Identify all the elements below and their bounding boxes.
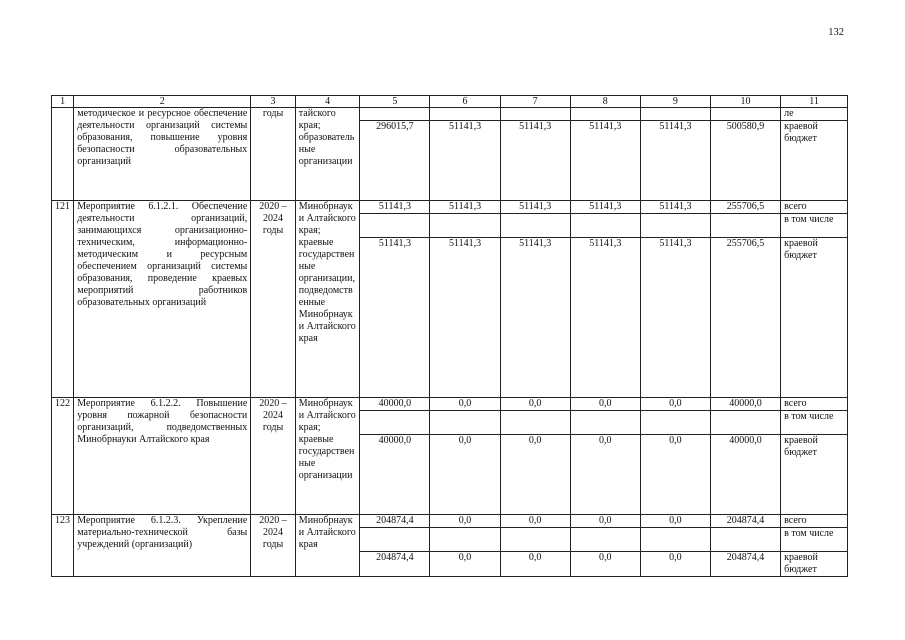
page-number: 132	[828, 27, 844, 38]
row-number-cell: 121	[52, 201, 74, 398]
header-cell: 7	[500, 96, 570, 108]
value-cell: 204874,4	[360, 552, 430, 577]
value-cell: 0,0	[570, 435, 640, 515]
funding-source-cell: ле	[781, 108, 848, 121]
value-cell: 0,0	[640, 552, 710, 577]
funding-source-cell: всего	[781, 201, 848, 214]
value-cell	[500, 108, 570, 121]
value-cell: 51141,3	[500, 201, 570, 214]
value-cell: 51141,3	[640, 238, 710, 398]
value-cell: 51141,3	[430, 201, 500, 214]
value-cell: 0,0	[500, 515, 570, 528]
funding-source-cell: краевой бюджет	[781, 435, 848, 515]
funding-source-cell: краевой бюджет	[781, 121, 848, 201]
value-cell: 0,0	[430, 435, 500, 515]
value-cell	[430, 411, 500, 435]
value-cell: 255706,5	[710, 201, 780, 214]
event-name-cell: Мероприятие 6.1.2.3. Укрепление материально-технической базы учреждений (организаций)	[74, 515, 251, 577]
value-cell	[500, 528, 570, 552]
value-cell	[360, 108, 430, 121]
value-cell: 0,0	[640, 398, 710, 411]
value-cell	[710, 528, 780, 552]
header-cell: 5	[360, 96, 430, 108]
value-cell: 51141,3	[360, 201, 430, 214]
value-cell	[500, 214, 570, 238]
table-header-row	[52, 96, 848, 108]
header-cell: 8	[570, 96, 640, 108]
value-cell	[360, 528, 430, 552]
funding-source-cell: в том числе	[781, 528, 848, 552]
value-cell	[640, 108, 710, 121]
value-cell: 40000,0	[360, 398, 430, 411]
value-cell: 0,0	[640, 515, 710, 528]
header-cell: 9	[640, 96, 710, 108]
value-cell: 40000,0	[710, 435, 780, 515]
value-cell: 51141,3	[500, 121, 570, 201]
funding-source-cell: всего	[781, 398, 848, 411]
row-number-cell: 122	[52, 398, 74, 515]
value-cell: 0,0	[570, 515, 640, 528]
value-cell	[570, 108, 640, 121]
header-cell: 10	[710, 96, 780, 108]
period-cell: 2020 – 2024 годы	[251, 398, 296, 515]
header-cell: 4	[295, 96, 360, 108]
value-cell	[710, 108, 780, 121]
value-cell	[500, 411, 570, 435]
value-cell	[570, 528, 640, 552]
table-row	[52, 201, 848, 214]
executor-cell: Минобрнауки Алтайского края; краевые государственные организации, подведомственные Минобрнауки Алтайского края	[295, 201, 360, 398]
header-cell: 11	[781, 96, 848, 108]
funding-source-cell: в том числе	[781, 214, 848, 238]
row-number-cell	[52, 108, 74, 201]
period-cell: годы	[251, 108, 296, 201]
value-cell	[640, 411, 710, 435]
value-cell: 51141,3	[430, 238, 500, 398]
value-cell: 204874,4	[360, 515, 430, 528]
value-cell	[430, 214, 500, 238]
table-row	[52, 398, 848, 411]
header-cell: 3	[251, 96, 296, 108]
table-row	[52, 108, 848, 121]
budget-table	[51, 95, 848, 577]
event-name-cell: Мероприятие 6.1.2.1. Обеспечение деятельности организаций, занимающихся организационно-техническим, информационно-методическим и ресурсным обеспечением организаций системы образования, проведение краевых мероприятий работников образовательных организаций	[74, 201, 251, 398]
event-name-cell: Мероприятие 6.1.2.2. Повышение уровня пожарной безопасности организаций, подведомственных Минобрнауки Алтайского края	[74, 398, 251, 515]
value-cell: 0,0	[430, 398, 500, 411]
header-cell: 1	[52, 96, 74, 108]
value-cell: 0,0	[640, 435, 710, 515]
value-cell	[570, 411, 640, 435]
funding-source-cell: краевой бюджет	[781, 552, 848, 577]
value-cell: 51141,3	[640, 201, 710, 214]
value-cell: 204874,4	[710, 552, 780, 577]
value-cell	[430, 108, 500, 121]
value-cell	[360, 411, 430, 435]
value-cell: 0,0	[500, 398, 570, 411]
value-cell: 500580,9	[710, 121, 780, 201]
value-cell: 0,0	[570, 552, 640, 577]
value-cell: 40000,0	[360, 435, 430, 515]
value-cell: 296015,7	[360, 121, 430, 201]
value-cell: 51141,3	[570, 238, 640, 398]
value-cell: 0,0	[570, 398, 640, 411]
value-cell: 51141,3	[640, 121, 710, 201]
value-cell	[570, 214, 640, 238]
value-cell: 51141,3	[360, 238, 430, 398]
value-cell: 40000,0	[710, 398, 780, 411]
event-name-cell: методическое и ресурсное обеспечение деятельности организаций системы образования, повышение уровня безопасности образовательных организаций	[74, 108, 251, 201]
value-cell	[710, 411, 780, 435]
funding-source-cell: всего	[781, 515, 848, 528]
funding-source-cell: краевой бюджет	[781, 238, 848, 398]
funding-source-cell: в том числе	[781, 411, 848, 435]
value-cell	[710, 214, 780, 238]
value-cell	[640, 214, 710, 238]
value-cell: 0,0	[500, 435, 570, 515]
value-cell: 255706,5	[710, 238, 780, 398]
value-cell: 204874,4	[710, 515, 780, 528]
executor-cell: Минобрнауки Алтайского края; краевые государственные организации	[295, 398, 360, 515]
value-cell: 51141,3	[430, 121, 500, 201]
value-cell: 0,0	[500, 552, 570, 577]
row-number-cell: 123	[52, 515, 74, 577]
value-cell: 0,0	[430, 552, 500, 577]
value-cell	[430, 528, 500, 552]
value-cell: 51141,3	[570, 201, 640, 214]
value-cell: 51141,3	[570, 121, 640, 201]
period-cell: 2020 – 2024 годы	[251, 515, 296, 577]
header-cell: 6	[430, 96, 500, 108]
value-cell	[640, 528, 710, 552]
header-cell: 2	[74, 96, 251, 108]
table-row	[52, 515, 848, 528]
executor-cell: Минобрнауки Алтайского края	[295, 515, 360, 577]
executor-cell: тайского края; образовательные организации	[295, 108, 360, 201]
value-cell: 0,0	[430, 515, 500, 528]
period-cell: 2020 – 2024 годы	[251, 201, 296, 398]
value-cell	[360, 214, 430, 238]
value-cell: 51141,3	[500, 238, 570, 398]
